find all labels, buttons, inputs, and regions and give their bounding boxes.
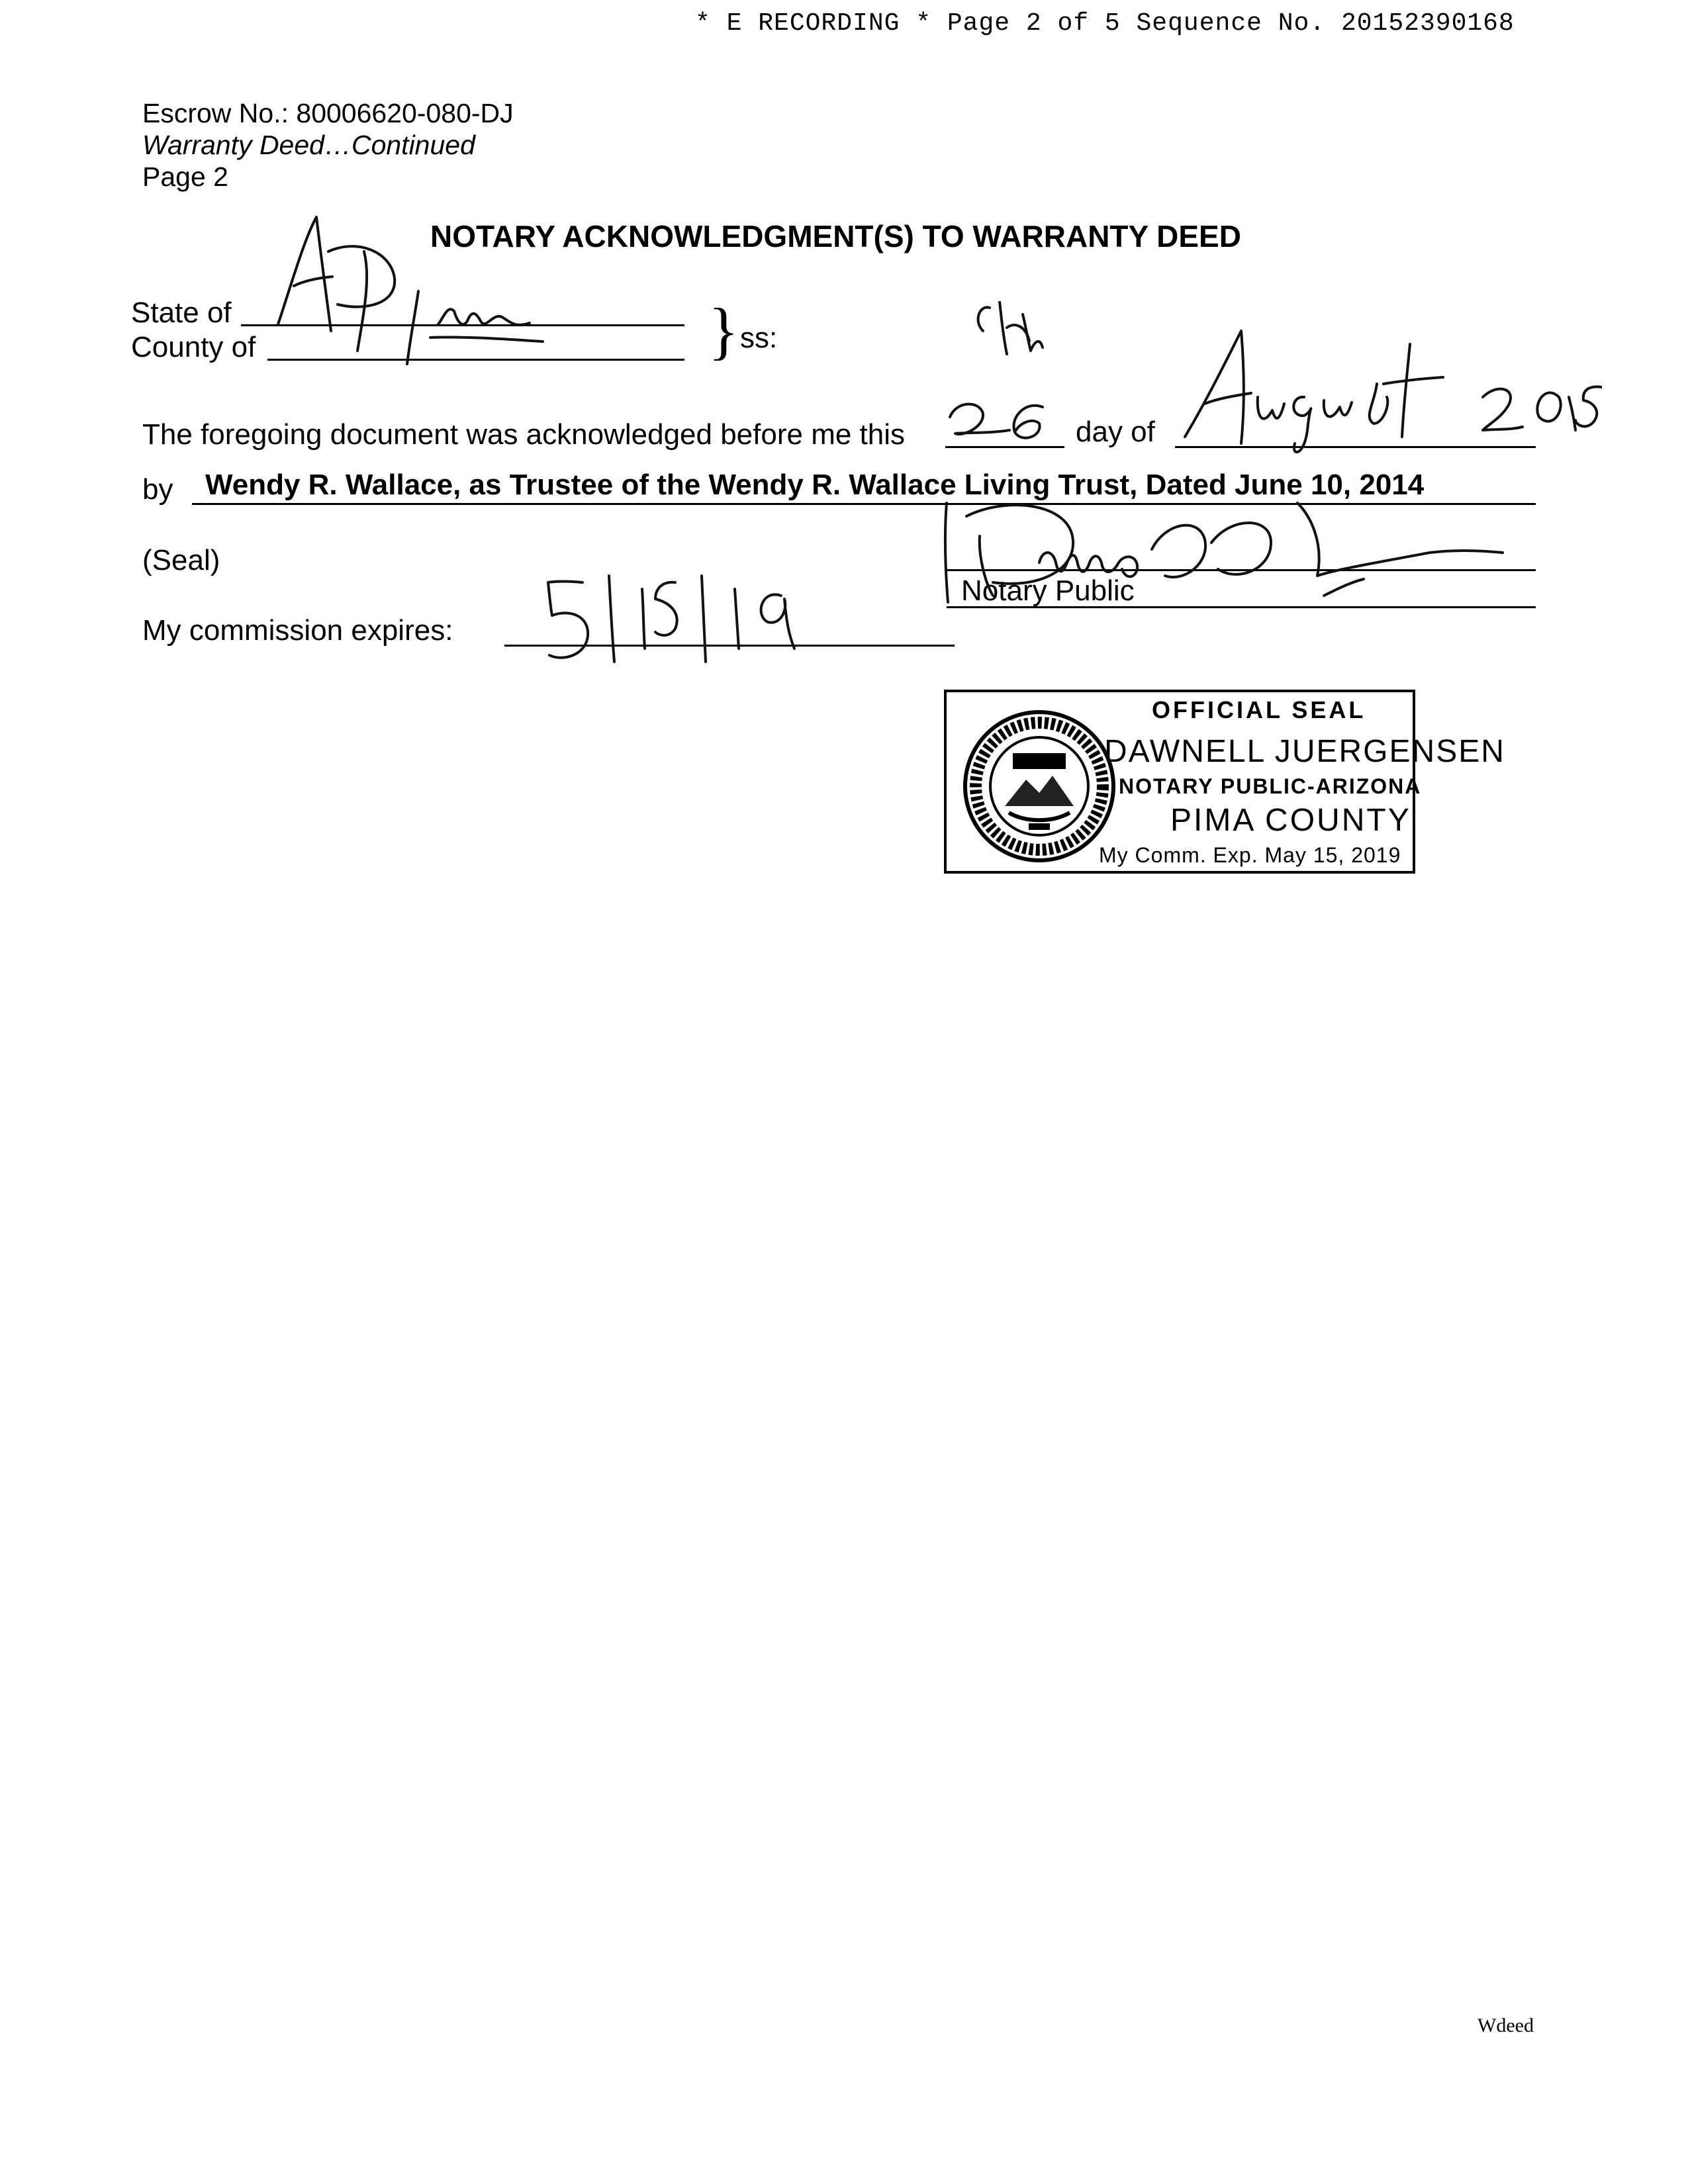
deed-continued-label: Warranty Deed…Continued (142, 130, 475, 160)
seal-notary-line: NOTARY PUBLIC-ARIZONA (1119, 774, 1422, 798)
footer-form-code: Wdeed (1477, 2015, 1534, 2036)
seal-label: (Seal) (142, 544, 220, 576)
commission-expires-label: My commission expires: (142, 614, 453, 647)
ss-label: ss: (740, 322, 778, 354)
state-label: State of (131, 296, 232, 329)
seal-title: OFFICIAL SEAL (1152, 696, 1366, 723)
handwritten-month-year (1178, 324, 1602, 470)
seal-notary-name: DAWNELL JUERGENSEN (1104, 734, 1505, 769)
day-of-label: day of (1076, 416, 1155, 448)
county-label: County of (131, 331, 256, 363)
notary-public-label: Notary Public (961, 574, 1135, 607)
foregoing-statement: The foregoing document was acknowledged before me this (142, 418, 906, 451)
handwritten-commission-date (543, 563, 834, 668)
brace-symbol: } (708, 295, 739, 366)
page-number-label: Page 2 (142, 161, 228, 192)
grantor-name: Wendy R. Wallace, as Trustee of the Wendy R. Wallace Living Trust, Dated June 10, 2014 (205, 469, 1425, 501)
seal-expiration: My Comm. Exp. May 15, 2019 (1099, 843, 1401, 867)
notary-signature (927, 490, 1523, 622)
handwritten-state-county (265, 212, 583, 371)
seal-county: PIMA COUNTY (1170, 803, 1411, 838)
recording-header: * E RECORDING * Page 2 of 5 Sequence No. 20152390168 (695, 9, 1515, 38)
escrow-number: Escrow No.: 80006620-080-DJ (142, 98, 514, 128)
great-seal-of-arizona-icon (960, 707, 1119, 866)
handwritten-day (943, 301, 1102, 453)
acknowledgment-title: NOTARY ACKNOWLEDGMENT(S) TO WARRANTY DEED (430, 219, 1241, 253)
by-label: by (142, 473, 173, 506)
